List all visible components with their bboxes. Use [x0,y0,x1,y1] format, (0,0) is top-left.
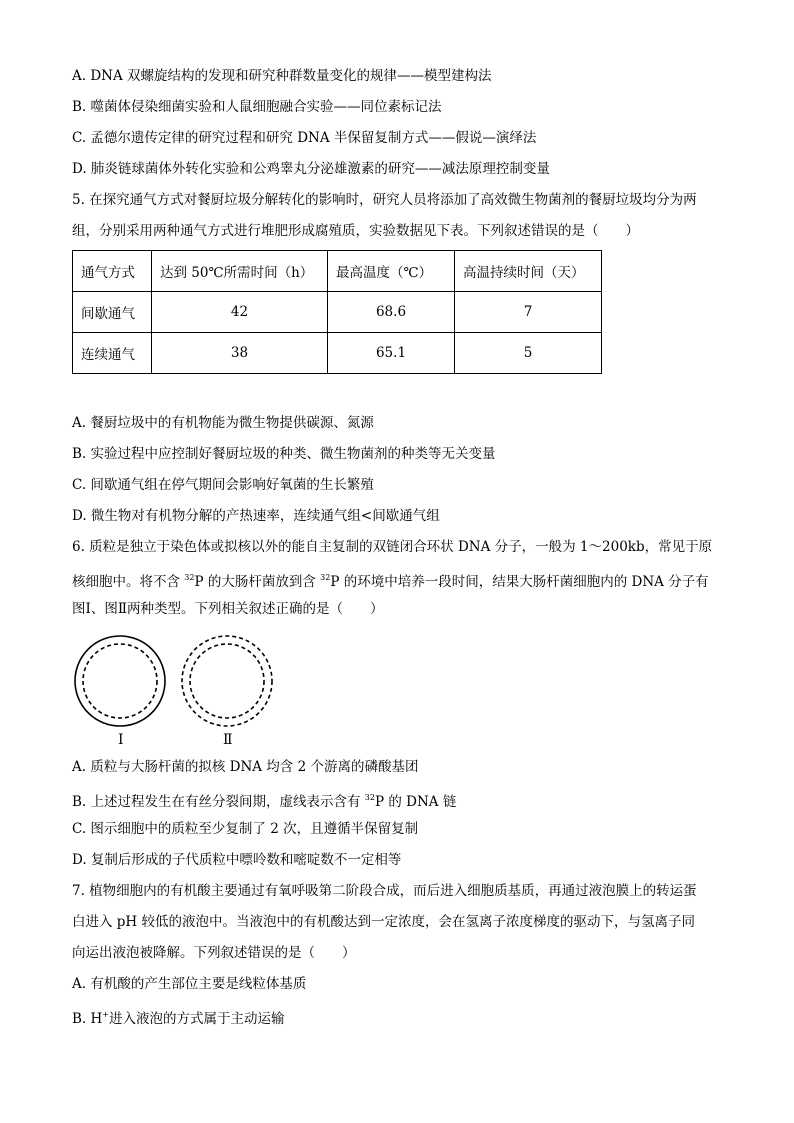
q6-option-c: C. 图示细胞中的质粒至少复制了 2 次，且遵循半保留复制 [72,821,419,837]
q5-option-a: A. 餐厨垃圾中的有机物能为微生物提供碳源、氮源 [72,415,374,431]
q4-option-a: A. DNA 双螺旋结构的发现和研究种群数量变化的规律——模型建构法 [72,68,492,84]
q7-stem-line1: 7. 植物细胞内的有机酸主要通过有氧呼吸第二阶段合成，而后进入细胞质基质，再通过液泡膜上的转运蛋 [72,883,697,899]
table-header-cell: 达到 50℃所需时间（h） [152,251,328,292]
plasmid-2-outer-dashed [182,636,272,726]
table-header-cell: 最高温度（℃） [328,251,455,292]
table-cell: 5 [455,333,602,374]
q6-stem-line1: 6. 质粒是独立于染色体或拟核以外的能自主复制的双链闭合环状 DNA 分子，一般为 1～200kb，常见于原 [72,539,713,555]
q5-data-table [72,250,602,374]
q6-stem-line2 [72,568,709,592]
q6-stem-line3: 图Ⅰ、图Ⅱ两种类型。下列相关叙述正确的是（ ） [72,601,384,617]
isotope-superscript: 32 [320,573,331,582]
table-cell: 连续通气 [73,333,152,374]
q6-option-b [72,788,456,812]
q6-stem-part: P 的环境中培养一段时间，结果大肠杆菌细胞内的 DNA 分子有 [330,574,709,590]
q5-stem-line1: 5. 在探究通气方式对餐厨垃圾分解转化的影响时，研究人员将添加了高效微生物菌剂的餐厨垃圾均分为两 [72,192,697,208]
isotope-superscript: 32 [364,793,375,802]
plasmid-figure [72,633,287,733]
table-header-cell: 高温持续时间（天） [455,251,602,292]
q5-option-c: C. 间歇通气组在停气期间会影响好氧菌的生长繁殖 [72,477,374,493]
q7-stem-line2: 白进入 pH 较低的液泡中。当液泡中的有机酸达到一定浓度，会在氢离子浓度梯度的驱动下，与氢离子同 [72,914,695,930]
table-header-row [73,251,602,292]
q7-option-b-part: 进入液泡的方式属于主动运输 [108,1011,285,1027]
table-cell: 42 [152,292,328,333]
q6-option-b-part: B. 上述过程发生在有丝分裂间期，虚线表示含有 [72,794,365,810]
table-cell: 65.1 [328,333,455,374]
q6-stem-part: P 的大肠杆菌放到含 [194,574,321,590]
q7-option-a: A. 有机酸的产生部位主要是线粒体基质 [72,976,307,992]
isotope-superscript: 32 [184,573,195,582]
table-cell: 38 [152,333,328,374]
q6-option-a: A. 质粒与大肠杆菌的拟核 DNA 均含 2 个游离的磷酸基团 [72,759,419,775]
plasmid-1-inner-dashed [83,644,157,718]
q6-option-d: D. 复制后形成的子代质粒中嘌呤数和嘧啶数不一定相等 [72,852,402,868]
q4-option-d: D. 肺炎链球菌体外转化实验和公鸡睾丸分泌雄激素的研究——减法原理控制变量 [72,161,550,177]
q7-option-b [72,1005,284,1029]
q7-option-b-part: B. H [72,1011,103,1027]
table-cell: 68.6 [328,292,455,333]
table-cell: 7 [455,292,602,333]
table-cell: 间歇通气 [73,292,152,333]
q7-stem-line3: 向运出液泡被降解。下列叙述错误的是（ ） [72,945,356,961]
q4-option-c: C. 孟德尔遗传定律的研究过程和研究 DNA 半保留复制方式——假说—演绎法 [72,130,537,146]
q5-option-d: D. 微生物对有机物分解的产热速率，连续通气组<间歇通气组 [72,508,440,524]
table-header-cell: 通气方式 [73,251,152,292]
charge-superscript: + [102,1010,109,1019]
q6-option-b-part: P 的 DNA 链 [374,794,457,810]
figure-label-2: Ⅱ [223,732,233,748]
q5-option-b: B. 实验过程中应控制好餐厨垃圾的种类、微生物菌剂的种类等无关变量 [72,446,496,462]
plasmid-2-inner-dashed [190,644,264,718]
q6-stem-part: 核细胞中。将不含 [72,574,185,590]
table-row [73,292,602,333]
figure-label-1: Ⅰ [118,732,124,748]
plasmid-1-outer-solid [75,636,165,726]
table-row [73,333,602,374]
q5-stem-line2: 组，分别采用两种通气方式进行堆肥形成腐殖质，实验数据见下表。下列叙述错误的是（ ） [72,223,639,239]
q4-option-b: B. 噬菌体侵染细菌实验和人鼠细胞融合实验——同位素标记法 [72,99,442,115]
